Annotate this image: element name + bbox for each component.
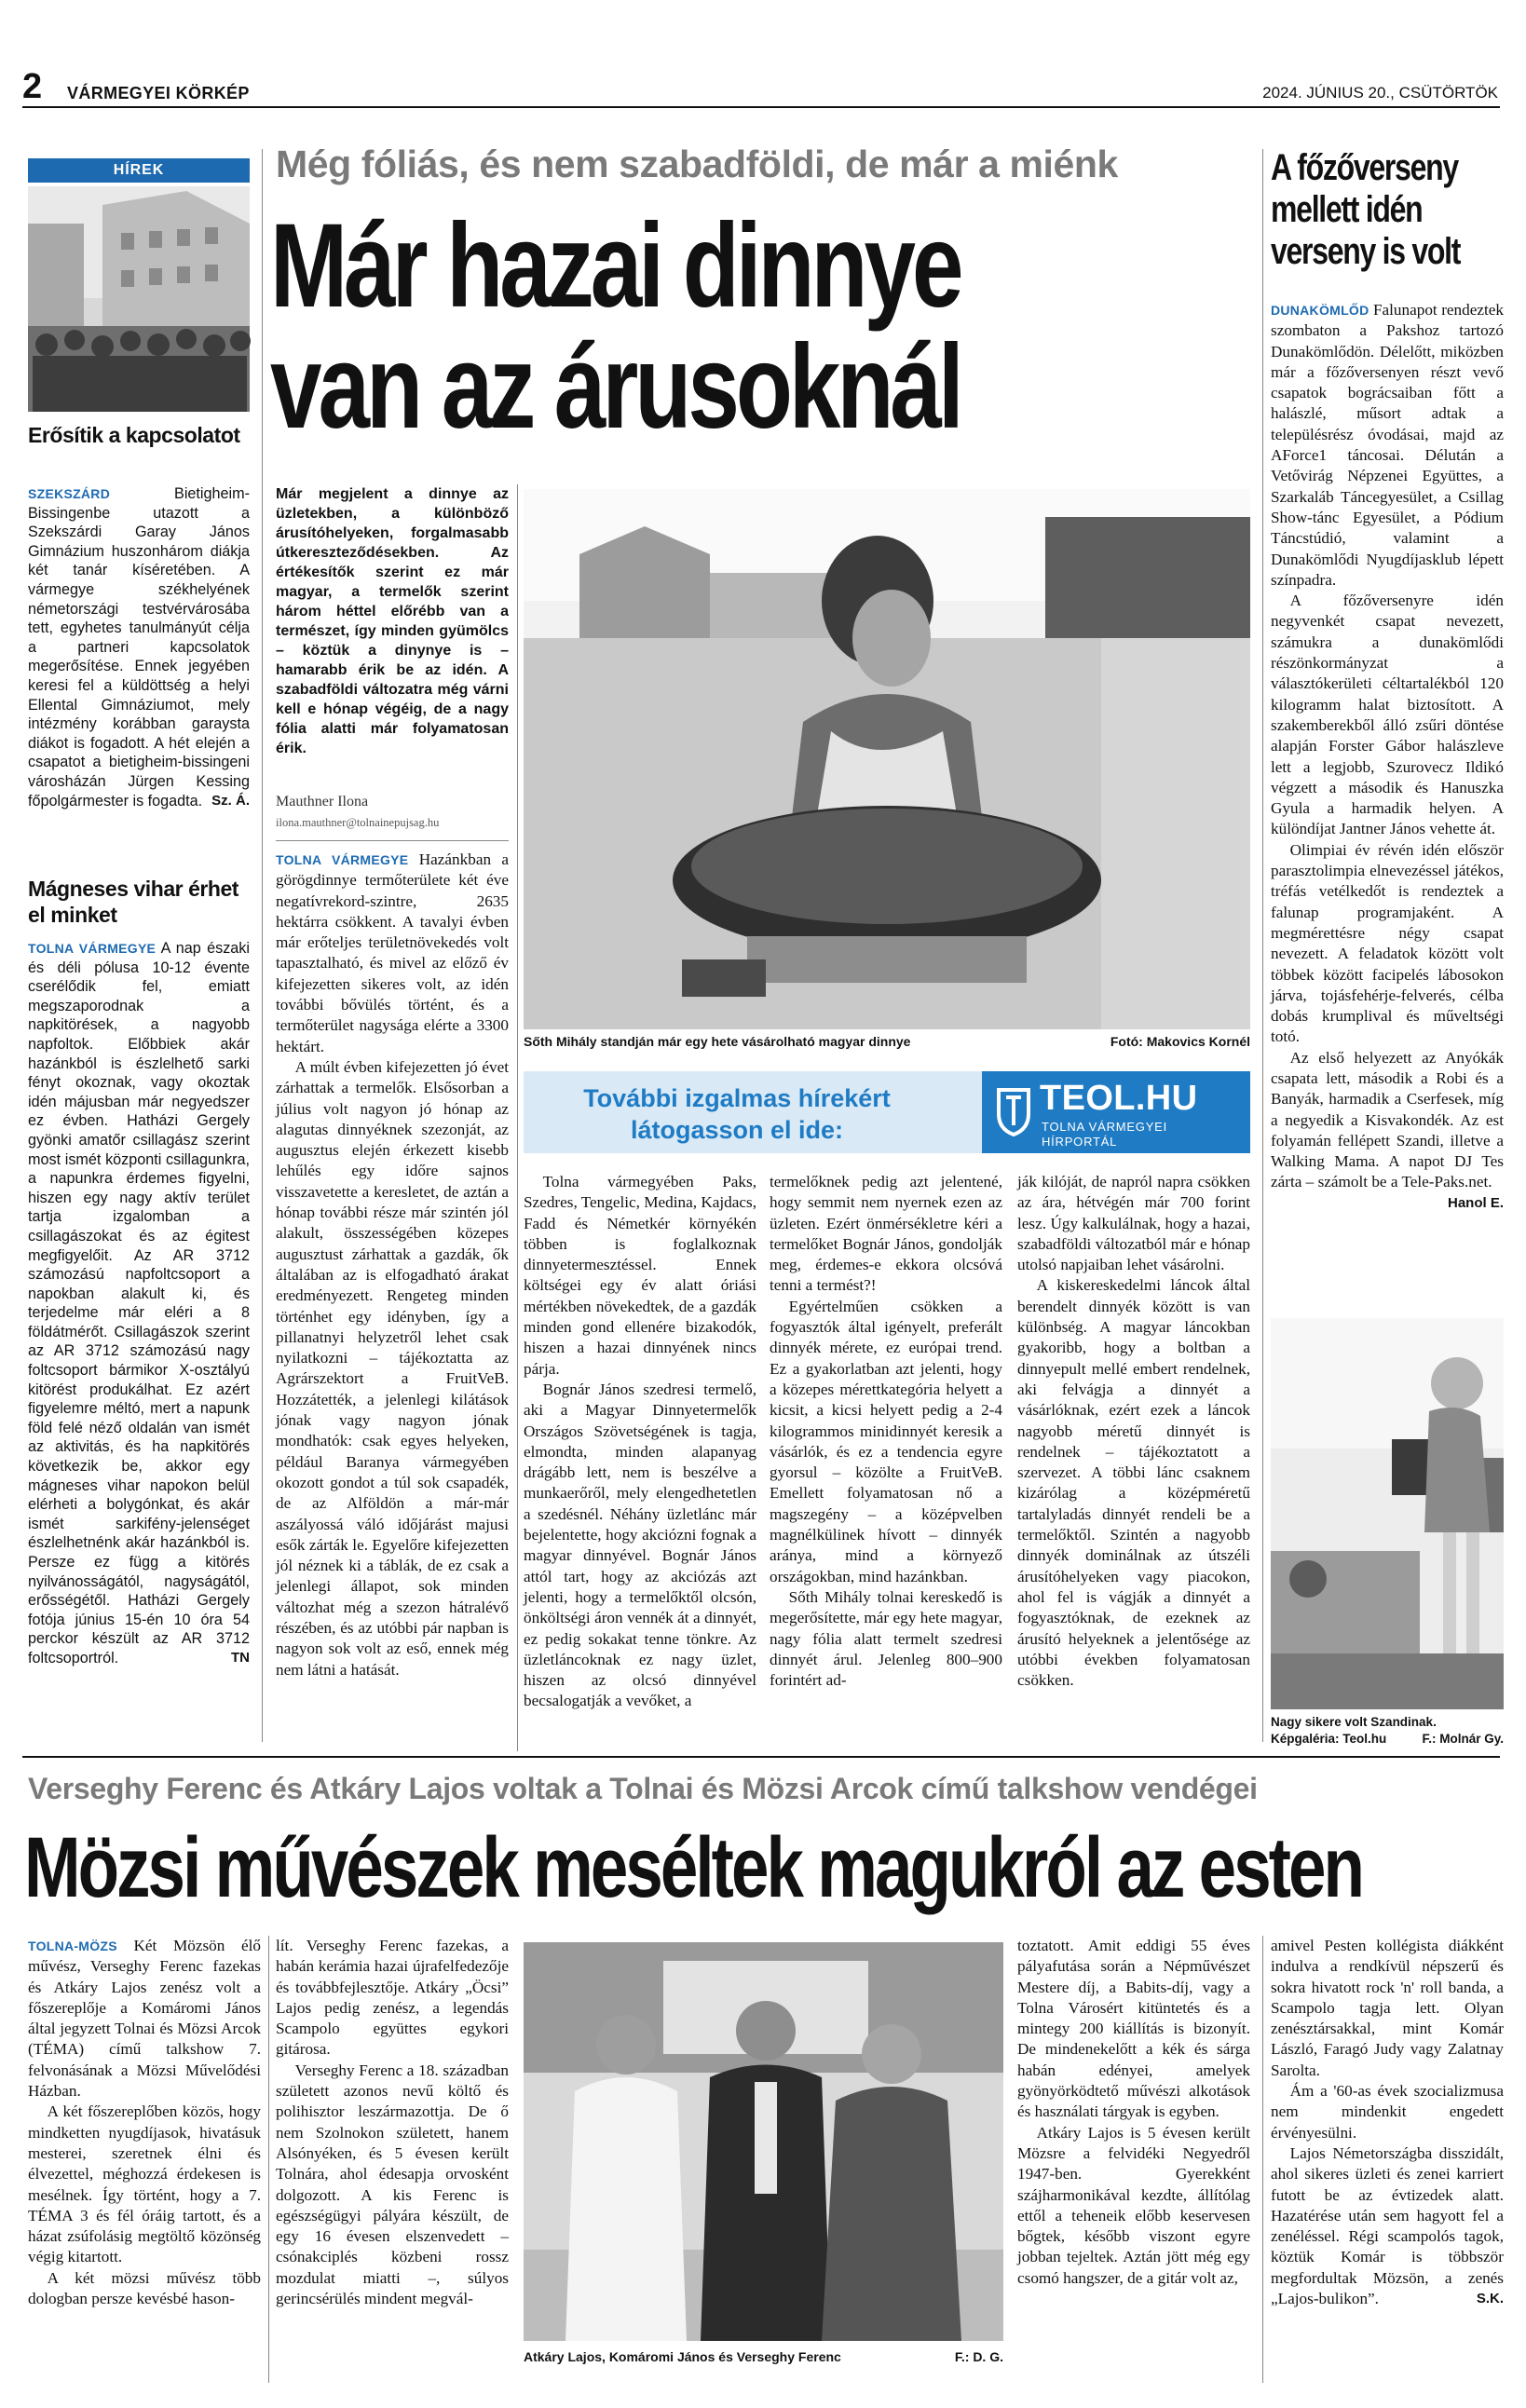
right-p4: Az első helyezett az Anyókák csapata lett, második a Robi és a Banyák, harmadik a Cserfesek, míg a negyedik a Kisvakondék. Az est folyamán fellépett Szandi, illetve a Walking Mama. A napot DJ Tes zárta – számolt be a Tele-Paks.net.	[1271, 1048, 1504, 1191]
students-group-image	[28, 186, 250, 412]
main-photo	[524, 489, 1250, 1027]
main-col3	[770, 1172, 1002, 1745]
bottom-col4-p2: Ám a '60-as évek szocializmusa nem mindenkit engedett érvényesülni.	[1271, 2082, 1504, 2142]
main-col1	[276, 850, 509, 1679]
issue-date: 2024. JÚNIUS 20., CSÜTÖRTÖK	[1262, 84, 1498, 102]
bottom-location: TOLNA-MÖZS	[28, 1939, 117, 1953]
main-col2-p1: Tolna vármegyében Paks, Szedres, Tengelic, Medina, Kajdacs, Fadd és Németkér környékén többen is foglalkoznak dinnyetermesztéssel. Ennek költségei egy év alatt óriási mértékben növekedtek, de a gazdák minden gond ellenére bizakodók, hiszen a hazai dinnyének nincs párja.	[524, 1173, 756, 1378]
main-author: Mauthner Ilona	[276, 794, 369, 809]
news1-text: Bietigheim-Bissingenbe utazott a Szekszárdi Garay János Gimnázium huszonhárom diákja két tanár kíséretében. A vármegye székhelyének németországi testvérvárosába tett, egyhetes tanulmányút célja a partneri kapcsolatok megerősítése. Ennek jegyében keresi fel a küldöttség a helyi Ellental Gimnáziumot, mely intézmény korábban garaysta diákot is fogadott. A hét elején a csapatot a bietigheim-bissingeni városházán Jürgen Kessing főpolgármester is fogadta.	[28, 485, 250, 809]
right-p2: A főzőversenyre idén negyvenkét csapat nevezett, számukra a dunakömlődi részönkormányzat a választókerületi céltartalékból 120 kilogramm halat biztosított. A szakemberekből álló zsűri döntése alapján Forster Gábor halászleve lett a legjobb, Szurovecz Ildikó végzett a második és Hanuszka Gyula a harmadik helyen. A különdíjat Jantner János vehette át.	[1271, 592, 1504, 838]
bottom-headline: Mözsi művészek meséltek magukról az esten	[24, 1820, 1363, 1915]
news2-body	[28, 939, 250, 1668]
news-divider	[262, 149, 263, 1742]
ad-sub1: TOLNA VÁRMEGYEI	[1042, 1120, 1167, 1134]
main-lead: Már megjelent a dinnye az üzletekben, a különböző árusítóhelyeken, forgalmasabb útkereszteződésekben. Az értékesítők szerint ez már magyar, a termelők szerint három héttel előrébb van a természet, így minden gyümölcs – köztük a dinynye is – hamarabb érik be az idén. A szabadföldi változatra még várni kell e hónap végéig, de a nagy fólia alatti már folyamatosan érik.	[276, 486, 509, 756]
bottom-col3	[1017, 1936, 1250, 2383]
main-headline-line2: van az árusoknál	[270, 320, 961, 454]
news1-location: SZEKSZÁRD	[28, 486, 111, 501]
bottom-photo	[524, 1942, 1003, 2341]
news1-body	[28, 484, 250, 810]
bottom-col3-p2: Atkáry Lajos is 5 évesen került Mözsre a felvidéki Negyedről 1947-ben. Gyerekként szájharmonikával kezdte, állítólag ettől a teheneik előbb keservesen bőgtek, később viszont egyre jobban tejeltek. Aztán jött még egy csomó hangszer, de a gitár volt az,	[1017, 2123, 1250, 2287]
right-p1: Falunapot rendeztek szombaton a Pakshoz tartozó Dunakömlődön. Délelőtt, miközben már a főzőversenyen részt vevő csapatok bográcsaiban főtt a halászlé, műsort adtak a településrész óvodásai, majd az AForce1 táncosai. Délután a Vetővirág Népzenei Együttes, a Szarkaláb Táncegyesület, a Csillag Show-tánc Egyesület, a Pódium Táncstúdió, valamint a Dunakömlődi Nyugdíjasklub lépett színpadra.	[1271, 301, 1504, 589]
main-col3-p1: termelőknek pedig azt jelentené, hogy semmit nem nyernek ezen az üzleten. Ezért önmérsékletre kéri a termelőket Bognár János, gondolják meg, érdemes-e ekkora olcsóvá tenni a termést?!	[770, 1173, 1002, 1295]
bottom-col1-p1: Két Mözsön élő művész, Verseghy Ferenc fazekas és Atkáry Lajos zenész volt a főszereplője a Komáromi János által jegyzett Tolnai és Mözsi Arcok (TÉMA) című talkshow 7. felvonásának a Mözsi Művelődési Házban.	[28, 1937, 261, 2101]
right-photo-caption	[1271, 1714, 1504, 1748]
news2-title: Mágneses vihar érhet el minket	[28, 877, 239, 927]
right-location: DUNAKÖMLŐD	[1271, 303, 1369, 318]
teol-ad-banner[interactable]	[524, 1071, 1250, 1153]
ad-line2: látogasson el ide:	[630, 1116, 844, 1144]
author-rule	[276, 840, 509, 841]
bottom-signature: S.K.	[1476, 2291, 1504, 2307]
news2-signature: TN	[231, 1649, 250, 1666]
main-col2-p2: Bognár János szedresi termelő, aki a Magyar Dinnyetermelők Országos Szövetségének is tagja, elmondta, minden alapanyag drágább lett, nem is beszélve a munkaerőről, mely elengedhetetlen a szedésnél. Néhány üzletlánc már bejelentette, hogy akciózni fognak a magyar dinnyével. Bognár János attól tart, hogy az akciózás azt jelenti, hogy a termelőktől olcsón, önköltségi áron vennék át a dinnyét, ez pedig sokakat tenne tönkre. Az üzletláncoknak ez nagy üzlet, hiszen az olcsó dinnyével becsalogatják a vevőket, a	[524, 1380, 756, 1710]
bottom-col4-p1: amivel Pesten kollégista diákként indulva a rendkívül népszerű és sokra hivatott rock 'n' roll banda, a Scampolo tagja lett. Olyan zenésztársakkal, mint Komár László, Faragó Judy vagy Zalatnay Sarolta.	[1271, 1937, 1504, 2079]
right-p3: Olimpiai év révén idén először parasztolimpia elnevezéssel játékos, tréfás vetélkedőt is rendeztek a falunap programjaként. A megmérettésre négy csapat nevezett. A feladatok között volt többek között facipelés lábosokon járva, tojásfehérje-felverés, célba dobás krumplival és műveltségi totó.	[1271, 840, 1504, 1046]
bottom-col2-p1: lít. Verseghy Ferenc fazekas, a habán kerámia hazai újrafelfedezője és továbbfejlesztője. Atkáry „Öcsi” Lajos pedig zenész, a legendás Scampolo együttes egykori gitárosa.	[276, 1937, 509, 2059]
main-col1-p2: A múlt évben kifejezetten jó évet zárhattak a termelők. Elsősorban a július volt nagyon jó hónap az alagutas dinnyéknek szezonját, az augusztus elején érkezett kisebb lehűlés egy időre sajnos visszavetette a keresletet, de aztán a hónap további része már szintén jól alakult, összességében közepes augusztust zárhattak a gazdák, ők általában az is elfogadható árakat eredményezett. Rengeteg minden történhet egy idényben, így a pillanatnyi helyzetről lehet csak nyilatkozni – tájékoztatta az Agrárszektort a FruitVeB. Hozzátették, a jelenlegi kilátások jónak vagy nagyon jónak mondhatók: csak egyes helyeken, például Baranya vármegyében okozott gondot a túl sok csapadék, de az Alföldön a már-már aszályossá váló időjárást majusi esők zárták le. Egyelőre kifejezetten jól néznek ki a táblák, de ez csak a jelenlegi állapot, sok minden változhat még a szezon hátralévő részében, és az utóbbi pár napban is nagyon sok volt az eső, ennek még nem látni a hatását.	[276, 1057, 509, 1679]
main-col2	[524, 1172, 756, 1745]
bottom-col3-p1: toztatott. Amit eddigi 55 éves pályafutása során a Népművészet Mestere díj, a Babits-díj, vagy a Tolna Városért kitüntetés és a mintegy 200 kiállítás is bizonyít. De mindenekelőtt a kék és sárga habán edényei, amelyek gyönyörködtető művészi alkotások és használati tárgyak is egyben.	[1017, 1937, 1250, 2121]
main-author-email: ilona.mauthner@tolnainepujsag.hu	[276, 816, 440, 829]
ad-sub2: HÍRPORTÁL	[1042, 1135, 1118, 1149]
main-col3-p3: Sőth Mihály tolnai kereskedő is megerősítette, már egy hete magyar, nagy fólia alatt termelt szedresi dinnyét árul. Jelenleg 800–900 forintért ad-	[770, 1587, 1002, 1690]
news2-text: A nap északi és déli pólusa 10-12 évente cserélődik fel, emiatt megszaporodnak a napkitörések, a nagyobb napfoltok. Előbbiek akár hazánkból is észlelhető sarki fényt okoznak, vagy okoztak idén májusban már negyedszer ez évben. Hatházi Gergely gyönki amatőr csillagász szerint most ismét központi csillagunkra, a napunkra érdemes figyelni, hiszen egy nagy aktív terület tartja izgalomban a csillagászokat és az égitest megfigyelőit. Az AR 3712 számozású napfoltcsoport a napokban alakult ki, és terjedelme már eléri a 8 földátmérőt. Csillagászok szerint az AR 3712 számozású nagy foltcsoport bármikor X-osztályú kitörést produkálhat. Ez azért figyelemre méltó, mert a napunk föld felé néző oldalán van ismét az aktivitás, és ha napkitörés következik be, akkor egy mágneses vihar napokon belül elérheti a bolygónkat, és akár ismét sarkifény-jelenséget észlelhetnénk akár hazánkból is. Persze ez függ a kitörés nyilvánosságától, nagyságától, erősségétől. Hatházi Gergely fotója június 15-én 10 óra 54 perckor készült az AR 3712 foltcsoportról.	[28, 940, 250, 1667]
bottom-rule	[22, 1756, 1500, 1758]
main-col3-p2: Egyértelműen csökken a fogyasztók által igényelt, preferált dinnyék mérete, ez európai trend. Ez a gyakorlatban azt jelenti, hogy a közepes mérettkategória helyett a kicsit, a kicsi helyett pedig a 2-4 kilogrammos minidinnyét keresik a vásárlók, és ez a tendencia egyre gyorsul – közölte a FruitVeB. Emellett folyamatosan nő a magszegény – a középvelben magnélkülinek hívott – dinnyék aránya, mind a környező országokban, mind hazánkban.	[770, 1297, 1002, 1585]
bottom-divider-1	[268, 1936, 269, 2383]
singer-on-stage-image	[1271, 1318, 1504, 1709]
main-photo-credit: Fotó: Makovics Kornél	[1110, 1034, 1250, 1049]
main-headline-line1: Már hazai dinnye	[270, 199, 961, 333]
right-body	[1271, 300, 1504, 1315]
main-col4-p1: ják kilóját, de napról napra csökken az ára, hétvégén már 700 forint lesz. Úgy kalkulálnak, hogy a hazai, szabadföldi változatból már e hónap utolsó napjaiban lehet vásárolni.	[1017, 1173, 1250, 1274]
bottom-photo-caption: Atkáry Lajos, Komáromi János és Verseghy Ferenc	[524, 2349, 841, 2364]
news-column	[28, 158, 250, 1742]
bottom-divider-2	[1262, 1936, 1263, 2383]
bottom-col2-p2: Verseghy Ferenc a 18. században született azonos nevű költő és polihisztor leszármazottja. De ő nem Szolnokon született, hanem Alsónyéken, és 5 évesen került Tolnára, ahol édesapja orvosként dolgozott. A kis Ferenc is egészségügyi pályára készült, de egy 16 évesen elszenvedett – csónakciplés közbeni rossz mozdulat miatti –, súlyos gerincsérülés mindent megvál-	[276, 2061, 509, 2308]
bottom-col2	[276, 1936, 509, 2383]
main-col4	[1017, 1172, 1250, 1745]
three-men-image	[524, 1942, 1003, 2341]
main-col-divider-1	[517, 484, 518, 1751]
right-photo-credit: F.: Molnár Gy.	[1422, 1732, 1504, 1746]
header-rule	[22, 106, 1500, 108]
bottom-col1-p2: A két főszereplőben közös, hogy mindketten nyugdíjasok, hivatásuk mesterei, szeretnek élni és élvezettel, méghozzá érdekesen is mesélnek. Így történt, hogy a 7. TÉMA 3 és fél óráig tartott, és a házat zsúfolásig megtöltő közönség végig kitartott.	[28, 2102, 261, 2266]
bottom-photo-credit: F.: D. G.	[954, 2349, 1003, 2364]
bottom-col1-p3: A két mözsi művész több dologban persze kevésbé hason-	[28, 2268, 261, 2308]
news1-signature: Sz. Á.	[211, 792, 250, 809]
right-photo	[1271, 1318, 1504, 1709]
ad-brand: TEOL.HU	[1040, 1079, 1198, 1118]
bottom-col4-p3: Lajos Németországba disszidált, ahol sikeres üzleti és zenei karriert futott be az évtizedek alatt. Hazatérése után sem hagyott fel a zenéléssel. Régi scampolós tagok, köztük Komár is többször megfordultak Mözsön, a zenés „Lajos-bulikon”. S.K.	[1271, 2143, 1504, 2309]
main-location: TOLNA VÁRMEGYE	[276, 852, 409, 867]
ad-logo-box	[982, 1071, 1250, 1153]
ad-line1: További izgalmas hírekért	[583, 1084, 891, 1112]
main-col4-p2: A kiskereskedelmi láncok által berendelt dinnyék között is van különbség. A magyar láncokban gyakoribb, hogy a boltban a dinnyepult mellé embert rendelnek, aki felvágja a dinnyét a vásárlóknak, ezért ezek a láncok nagyobb méretű dinnyét is rendelnek – tájékoztatott a szervezet. A többi lánc csaknem kizárólag a középméretű tartalyladás dinnyét rendeli be a termelőktől. Szintén a nagyobb dinnyék dominálnak az útszéli árusítóhelyeken vagy piacokon, ahol fel is vágják a dinnyét a fogyasztóknak, de ezeknek az árusító helyeknek a jelentősége az utóbbi években folyamatosan csökken.	[1017, 1276, 1250, 1690]
main-kicker: Még fóliás, és nem szabadföldi, de már a miénk	[276, 143, 1118, 185]
news-label: HÍREK	[28, 158, 250, 183]
news-photo	[28, 186, 250, 412]
right-headline: A főzőverseny mellett idén verseny is volt	[1271, 147, 1461, 272]
right-signature: Hanol E.	[1447, 1194, 1504, 1211]
shield-logo-icon	[995, 1086, 1032, 1136]
page-number: 2	[22, 67, 43, 106]
section-title: VÁRMEGYEI KÖRKÉP	[67, 84, 250, 102]
bottom-col4	[1271, 1936, 1504, 2383]
watermelon-vendor-image	[524, 489, 1250, 1027]
bottom-col1	[28, 1936, 261, 2383]
main-photo-caption: Sőth Mihály standján már egy hete vásárolható magyar dinnye	[524, 1034, 911, 1049]
right-divider	[1262, 149, 1263, 1742]
main-col1-p1: Hazánkban a görögdinnye termőterülete két éve negatívrekord-szintre, 2635 hektárra csökkent. A tavalyi évben már erőteljes területnövekedés volt tapasztalható, és mivel az előző év kifejezetten sikeres volt, az idén további bővülés történt, és a termőterület nagysága elérte a 3300 hektárt.	[276, 850, 509, 1055]
news2-location: TOLNA VÁRMEGYE	[28, 941, 157, 956]
right-caption-text: Nagy sikere volt Szandinak. Képgaléria: Teol.hu	[1271, 1715, 1437, 1746]
news1-title: Erősítik a kapcsolatot	[28, 423, 240, 447]
bottom-kicker: Verseghy Ferenc és Atkáry Lajos voltak a Tolnai és Mözsi Arcok című talkshow vendégei	[28, 1772, 1258, 1805]
